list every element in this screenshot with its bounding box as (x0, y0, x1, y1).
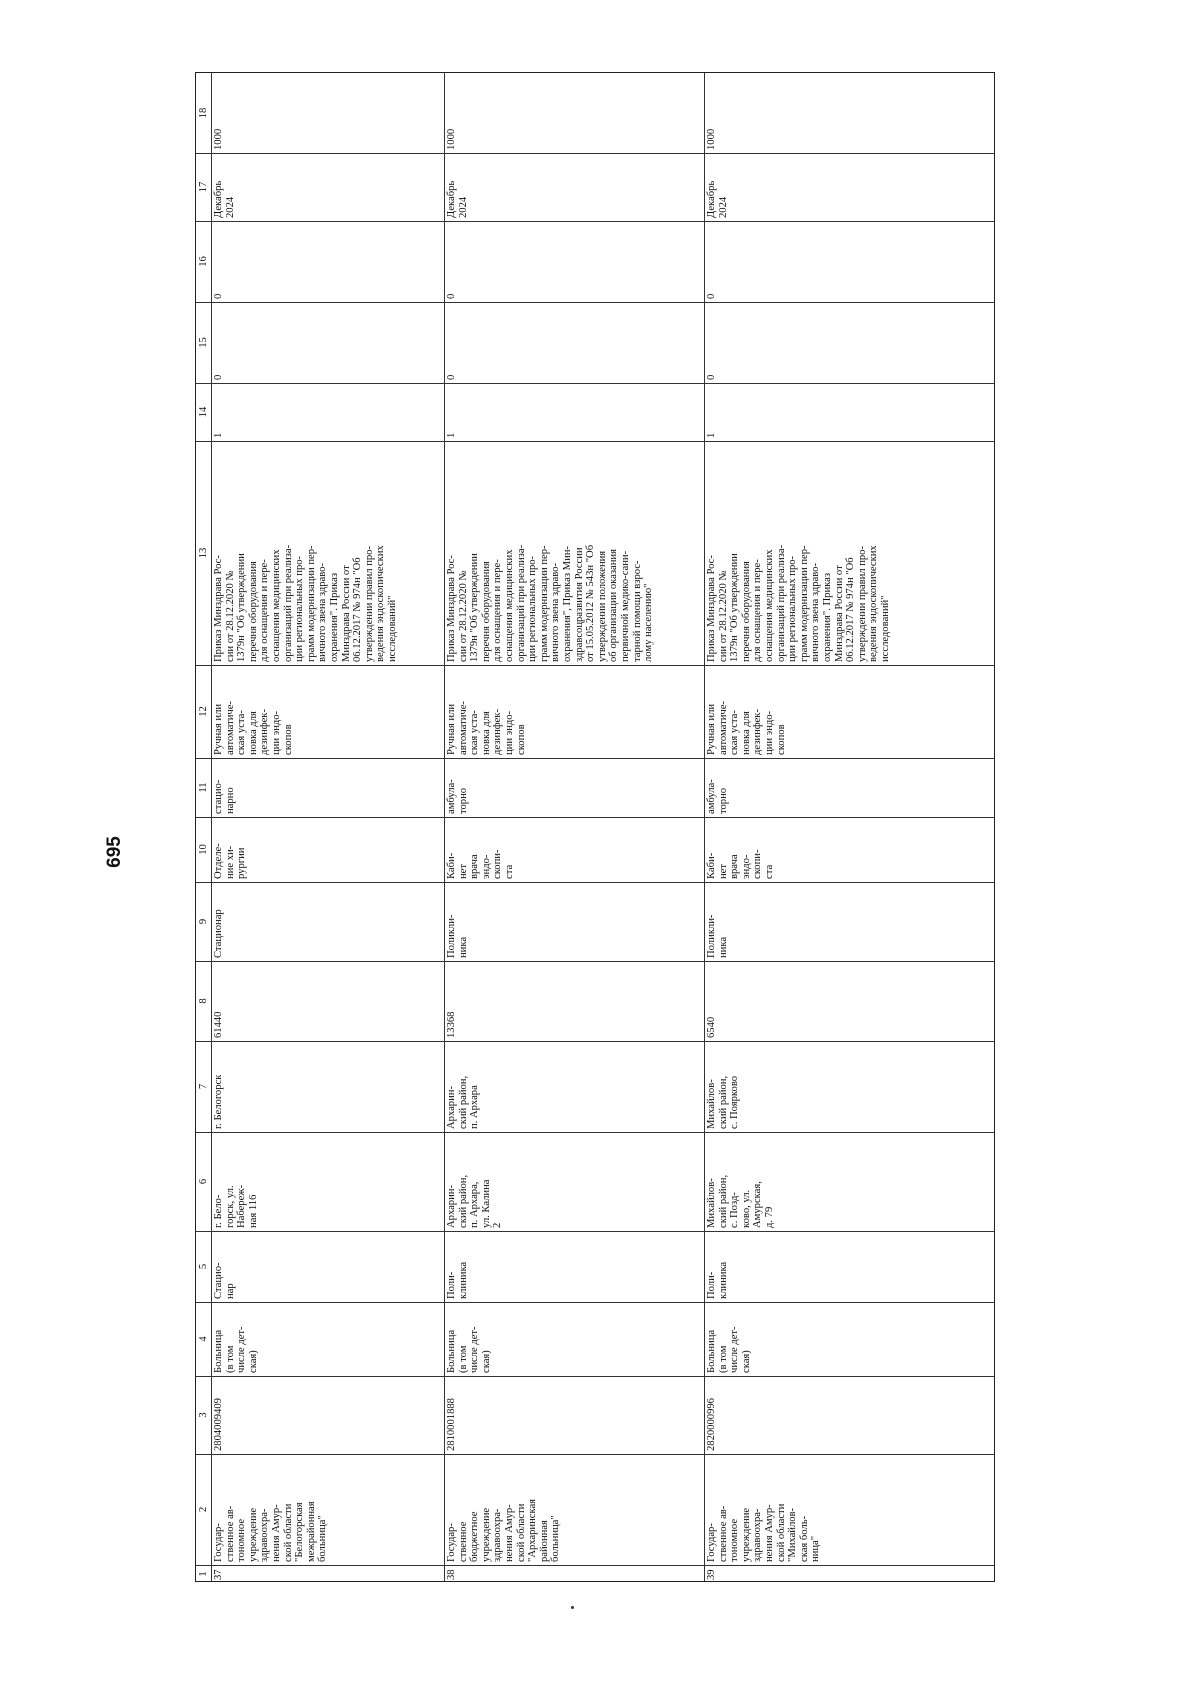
row-37-col-2 (211, 1454, 444, 1565)
column-header-4-text: 4 (198, 1336, 209, 1342)
row-38-col-14-text: 1 (446, 432, 457, 438)
column-header-3-text: 3 (198, 1412, 209, 1418)
row-39-col-10-text: Каби- нет врача эндо- скопи- ста (706, 849, 775, 879)
row-38-col-17 (444, 153, 704, 221)
row-37-col-5-text: Стацио- нар (213, 1262, 236, 1299)
row-37-col-9 (211, 882, 444, 961)
column-header-10-text: 10 (198, 844, 209, 855)
column-header-14-text: 14 (198, 406, 209, 418)
row-38-col-12-text: Ручная или автоматиче- ская уста- новка для дезинфек- ции эндо- скопов (446, 701, 527, 755)
row-38-col-7 (444, 1041, 704, 1132)
row-39-col-2 (704, 1454, 996, 1565)
row-37-col-3-text: 2804009409 (213, 1398, 224, 1451)
row-39-col-10 (704, 817, 996, 882)
column-header-15 (196, 302, 211, 383)
row-39-col-16-text: 0 (706, 293, 717, 299)
column-header-1 (196, 1565, 211, 1583)
row-39-col-6-text: Михайлов- ский район, с. Позд- ково, ул. Амурская, д. 79 (706, 1174, 775, 1228)
row-38-col-16 (444, 221, 704, 302)
row-39-col-15-text: 0 (706, 374, 717, 380)
column-header-6 (196, 1132, 211, 1231)
row-39-col-6 (704, 1132, 996, 1231)
row-37-col-1 (211, 1565, 444, 1583)
row-37-col-12 (211, 665, 444, 758)
row-39-col-9-text: Поликли- ника (706, 914, 729, 958)
row-38-col-18 (444, 73, 704, 153)
row-38-col-11-text: амбула- торно (446, 779, 469, 814)
row-37-col-3 (211, 1376, 444, 1454)
row-38-col-16-text: 0 (446, 293, 457, 299)
column-header-2-text: 2 (198, 1506, 209, 1513)
row-39-col-3 (704, 1376, 996, 1454)
row-38-col-2 (444, 1454, 704, 1565)
row-39-col-3-text: 2820000996 (706, 1398, 717, 1451)
column-header-4 (196, 1302, 211, 1376)
page-number: 695 (104, 836, 126, 868)
row-39-col-11-text: амбула- торно (706, 779, 729, 814)
row-39-col-12 (704, 665, 996, 758)
row-38-col-8-text: 13368 (446, 1011, 457, 1038)
row-38-col-11 (444, 758, 704, 817)
column-header-18-text: 18 (198, 107, 209, 119)
row-37-col-7-text: г. Белогорск (213, 1074, 224, 1129)
row-39-col-7 (704, 1041, 996, 1132)
row-39-col-15 (704, 302, 996, 383)
row-38-col-8 (444, 961, 704, 1041)
row-37-col-10 (211, 817, 444, 882)
row-37-col-9-text: Стационар (213, 909, 224, 958)
row-37-col-13-text: Приказ Минздрава Рос- сии от 28.12.2020 № 1379н "Об утверждении перечня оборудования для оснащения и пере- оснащения медицинских организаций при реализа- ции региональных про- грамм модернизации пер- вичного звена здраво- охранения". Приказ Минздрава России от 06.12.2017 № 974н "Об утверждении правил про- ведения эндоскопических исследований" (213, 544, 398, 662)
row-38-col-13-text: Приказ Минздрава Рос- сии от 28.12.2020 № 1379н "Об утверждении перечня оборудования для оснащения и пере- оснащения медицинских организаций при реализа- ции региональных про- грамм модернизации пер- вичного звена здраво- охранения", Приказ Мин- здравсоцразвития России от 15.05.2012 № 543н "Об утверждении положения об организации оказания первичной медико-сани- тарной помощи взрос- лому населению" (446, 544, 655, 662)
row-38-col-9-text: Поликли- ника (446, 914, 469, 958)
column-header-8 (196, 961, 211, 1041)
row-38-col-4 (444, 1302, 704, 1376)
column-header-11-text: 11 (198, 782, 209, 793)
row-38-col-1-text: 38 (446, 1569, 457, 1580)
row-37-col-1-text: 37 (213, 1569, 224, 1580)
row-38-col-13 (444, 441, 704, 665)
row-38-col-3 (444, 1376, 704, 1454)
row-37-col-17 (211, 153, 444, 221)
row-38-col-10-text: Каби- нет врача эндо- скопи- ста (446, 849, 515, 879)
row-38-col-18-text: 1000 (446, 128, 457, 150)
row-38-col-15-text: 0 (446, 374, 457, 380)
column-header-5-text: 5 (198, 1263, 209, 1270)
row-37-col-8 (211, 961, 444, 1041)
row-38-col-7-text: Архарин- ский район, п. Архара (446, 1075, 481, 1129)
scan-speck (571, 1606, 574, 1609)
row-39-col-12-text: Ручная или автоматиче- ская уста- новка для дезинфек- ции эндо- скопов (706, 701, 787, 755)
column-header-8-text: 8 (198, 998, 209, 1004)
row-38-col-5-text: Поли- клиника (446, 1261, 469, 1299)
row-37-col-6 (211, 1132, 444, 1231)
row-39-col-11 (704, 758, 996, 817)
row-37-col-4 (211, 1302, 444, 1376)
column-header-7-text: 7 (198, 1083, 209, 1090)
row-38-col-17-text: Декабрь 2024 (446, 180, 469, 218)
column-header-16-text: 16 (198, 256, 209, 267)
row-37-col-11-text: стацио- нарно (213, 779, 236, 814)
row-38-col-6 (444, 1132, 704, 1231)
row-38-col-10 (444, 817, 704, 882)
row-37-col-13 (211, 441, 444, 665)
row-37-col-11 (211, 758, 444, 817)
column-header-3 (196, 1376, 211, 1454)
row-37-col-4-text: Больница (в том числе дет- ская) (213, 1326, 259, 1373)
row-39-col-1 (704, 1565, 996, 1583)
column-header-12-text: 12 (198, 706, 209, 717)
row-39-col-13 (704, 441, 996, 665)
row-37-col-14-text: 1 (213, 432, 224, 438)
row-38-col-6-text: Архарин- ский район, п. Архара, ул. Калина 2 (446, 1174, 504, 1228)
row-39-col-14 (704, 383, 996, 441)
column-header-17 (196, 153, 211, 221)
row-39-col-5 (704, 1231, 996, 1302)
row-37-col-18-text: 1000 (213, 128, 224, 150)
row-39-col-2-text: Государ- ственное ав- тономное учреждение здравоохра- нения Амур- ской области "Михайлов- ская боль- ница" (706, 1503, 822, 1562)
column-header-13-text: 13 (198, 547, 209, 559)
row-39-col-16 (704, 221, 996, 302)
row-38-col-12 (444, 665, 704, 758)
column-header-17-text: 17 (198, 181, 209, 193)
row-39-col-8-text: 6540 (706, 1016, 717, 1038)
row-37-col-10-text: Отделе- ние хи- рургии (213, 843, 248, 879)
row-38-col-4-text: Больница (в том числе дет- ская) (446, 1326, 492, 1373)
row-38-col-1 (444, 1565, 704, 1583)
row-37-col-15 (211, 302, 444, 383)
column-header-12 (196, 665, 211, 758)
row-39-col-14-text: 1 (706, 432, 717, 438)
row-39-col-17-text: Декабрь 2024 (706, 180, 729, 218)
column-header-14 (196, 383, 211, 441)
row-37-col-7 (211, 1041, 444, 1132)
row-39-col-7-text: Михайлов- ский район, с. Поярково (706, 1075, 741, 1129)
row-37-col-15-text: 0 (213, 374, 224, 380)
row-37-col-14 (211, 383, 444, 441)
equipment-table (195, 72, 995, 1582)
row-39-col-13-text: Приказ Минздрава Рос- сии от 28.12.2020 № 1379н "Об утверждении перечня оборудования для оснащения и пере- оснащения медицинских организаций при реализа- ции региональных про- грамм модернизации пер- вичного звена здраво- охранения". Приказ Минздрава России от 06.12.2017 № 974н "Об утверждении правил про- ведения эндоскопических исследований" (706, 544, 891, 662)
column-header-5 (196, 1231, 211, 1302)
row-39-col-8 (704, 961, 996, 1041)
row-39-col-1-text: 39 (706, 1569, 717, 1580)
row-37-col-17-text: Декабрь 2024 (213, 180, 236, 218)
column-header-2 (196, 1454, 211, 1565)
row-37-col-16-text: 0 (213, 293, 224, 299)
row-38-col-14 (444, 383, 704, 441)
row-37-col-12-text: Ручная или автоматиче- ская уста- новка для дезинфек- ции эндо- скопов (213, 701, 294, 755)
row-39-col-4 (704, 1302, 996, 1376)
row-39-col-17 (704, 153, 996, 221)
row-37-col-6-text: г. Бело- горск, ул. Набереж- ная 116 (213, 1184, 259, 1228)
column-header-1-text: 1 (198, 1571, 209, 1577)
column-header-10 (196, 817, 211, 882)
column-header-9-text: 9 (198, 918, 209, 925)
column-header-7 (196, 1041, 211, 1132)
row-39-col-9 (704, 882, 996, 961)
row-37-col-5 (211, 1231, 444, 1302)
row-39-col-18 (704, 73, 996, 153)
row-39-col-5-text: Поли- клиника (706, 1261, 729, 1299)
column-header-6-text: 6 (198, 1178, 209, 1185)
column-header-15-text: 15 (198, 337, 209, 348)
row-37-col-16 (211, 221, 444, 302)
column-header-16 (196, 221, 211, 302)
row-39-col-4-text: Больница (в том числе дет- ская) (706, 1326, 752, 1373)
row-37-col-2-text: Государ- ственное ав- тономное учреждение здравоохра- нения Амур- ской области "Белогорская межрайонная больница" (213, 1501, 329, 1562)
column-header-11 (196, 758, 211, 817)
row-38-col-3-text: 2810001888 (446, 1398, 457, 1451)
row-39-col-18-text: 1000 (706, 128, 717, 150)
column-header-13 (196, 441, 211, 665)
row-38-col-9 (444, 882, 704, 961)
row-38-col-5 (444, 1231, 704, 1302)
row-38-col-15 (444, 302, 704, 383)
column-header-9 (196, 882, 211, 961)
row-37-col-18 (211, 73, 444, 153)
row-38-col-2-text: Государ- ственное бюджетное учреждение здравоохра- нения Амур- ской области "Архаринская районная больница" (446, 1498, 562, 1562)
row-37-col-8-text: 61440 (213, 1011, 224, 1038)
column-header-18 (196, 73, 211, 153)
